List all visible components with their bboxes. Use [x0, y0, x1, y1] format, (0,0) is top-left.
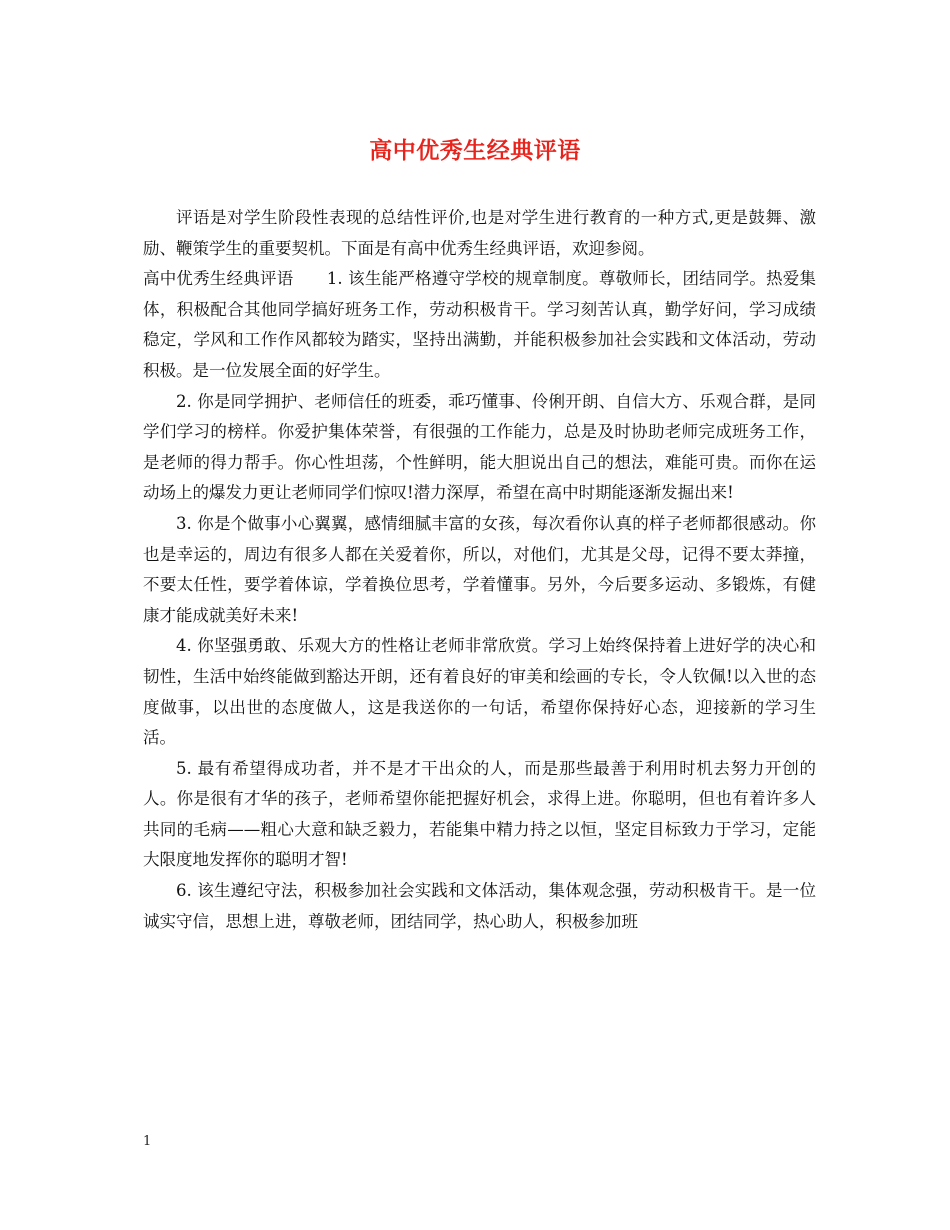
paragraph-2: 2. 你是同学拥护、老师信任的班委，乖巧懂事、伶俐开朗、自信大方、乐观合群，是同学们学习的榜样。你爱护集体荣誉，有很强的工作能力，总是及时协助老师完成班务工作，是老师的得力帮手。你心性坦荡，个性鲜明，能大胆说出自己的想法，难能可贵。而你在运动场上的爆发力更让老师同学们惊叹!潜力深厚，希望在高中时期能逐渐发掘出来!	[143, 391, 816, 503]
page-number: 1	[143, 1134, 152, 1149]
paragraph-4: 4. 你坚强勇敢、乐观大方的性格让老师非常欣赏。学习上始终保持着上进好学的决心和韧性，生活中始终能做到豁达开朗，还有着良好的审美和绘画的专长，令人钦佩!以入世的态度做事，以出世的态度做人，这是我送你的一句话，希望你保持好心态，迎接新的学习生活。	[143, 636, 816, 748]
paragraph-6: 6. 该生遵纪守法，积极参加社会实践和文体活动，集体观念强，劳动积极肯干。是一位诚实守信，思想上进，尊敬老师，团结同学，热心助人，积极参加班	[143, 881, 816, 931]
paragraph-intro: 评语是对学生阶段性表现的总结性评价,也是对学生进行教育的一种方式,更是鼓舞、激励、鞭策学生的重要契机。下面是有高中优秀生经典评语，欢迎参阅。	[143, 208, 816, 258]
document-title: 高中优秀生经典评语	[369, 137, 581, 164]
document-body	[143, 203, 816, 937]
paragraph-3: 3. 你是个做事小心翼翼，感情细腻丰富的女孩，每次看你认真的样子老师都很感动。你也是幸运的，周边有很多人都在关爱着你，所以，对他们，尤其是父母，记得不要太莽撞，不要太任性，要学着体谅，学着换位思考，学着懂事。另外，今后要多运动、多锻炼，有健康才能成就美好未来!	[143, 513, 816, 625]
paragraph-5: 5. 最有希望得成功者，并不是才干出众的人，而是那些最善于利用时机去努力开创的人。你是很有才华的孩子，老师希望你能把握好机会，求得上进。你聪明，但也有着许多人共同的毛病——粗心大意和缺乏毅力，若能集中精力持之以恒，坚定目标致力于学习，定能大限度地发挥你的聪明才智!	[143, 758, 816, 870]
paragraph-1: 高中优秀生经典评语 1. 该生能严格遵守学校的规章制度。尊敬师长，团结同学。热爱集体，积极配合其他同学搞好班务工作，劳动积极肯干。学习刻苦认真，勤学好问，学习成绩稳定，学风和工作作风都较为踏实，坚持出满勤，并能积极参加社会实践和文体活动，劳动积极。是一位发展全面的好学生。	[143, 269, 816, 380]
